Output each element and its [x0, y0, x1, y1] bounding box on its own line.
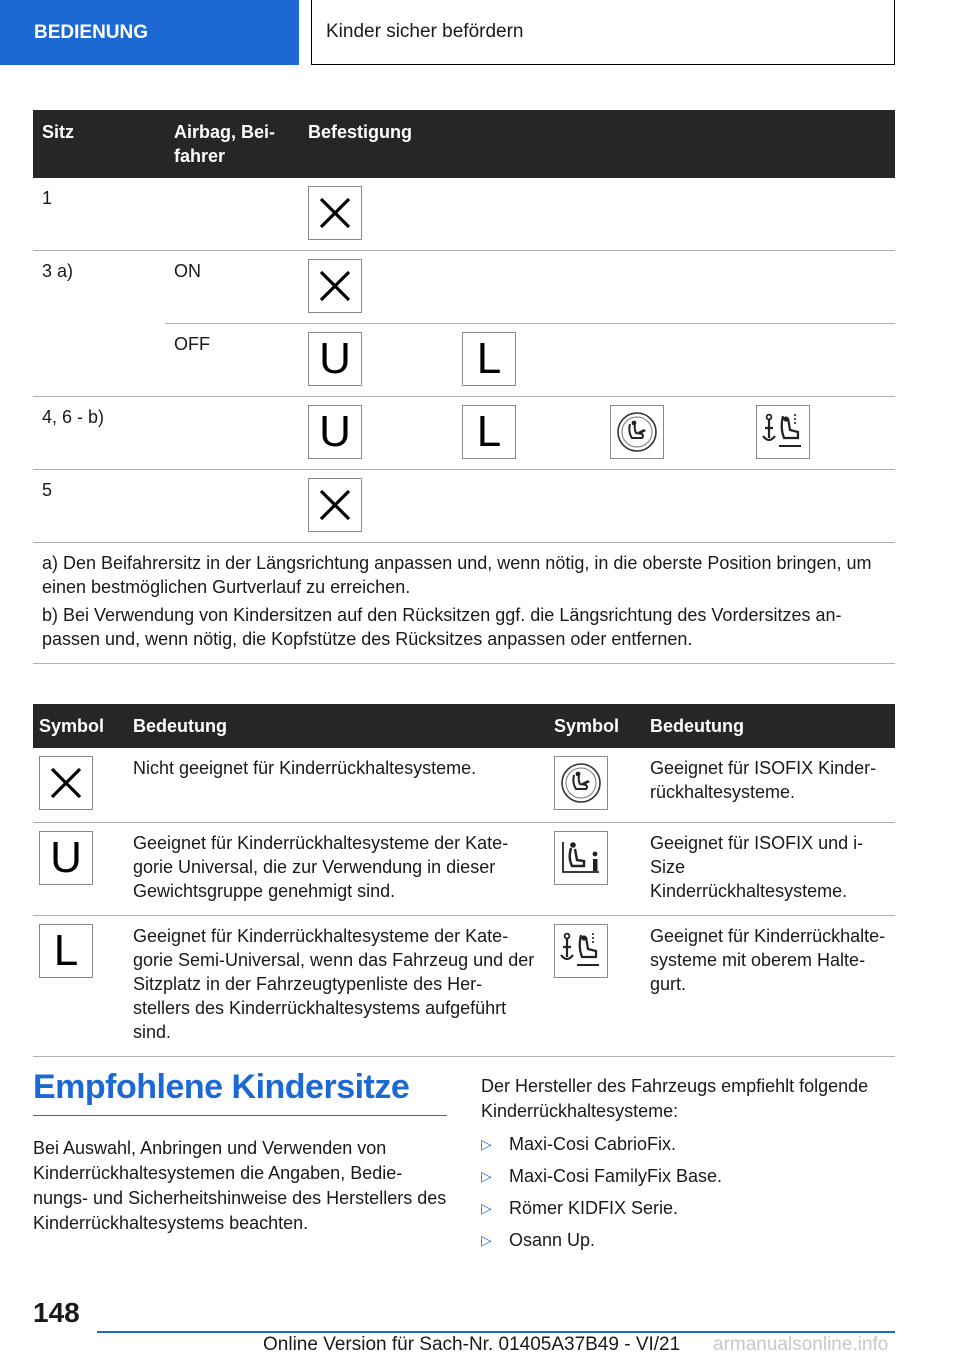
seat-number: 3 a) — [42, 261, 74, 281]
table-row — [33, 178, 895, 251]
symbol-cell — [299, 324, 895, 397]
list-item: ▷ Römer KIDFIX Serie. — [481, 1196, 895, 1221]
seat-number: 4, 6 - b) — [33, 397, 165, 470]
section-label: BEDIENUNG — [34, 21, 149, 43]
seat-number: 5 — [33, 470, 165, 543]
bullet-icon: ▷ — [481, 1200, 492, 1216]
chapter-title-box — [311, 0, 895, 65]
header-meaning: Bedeutung — [124, 704, 548, 748]
universal-u-icon: U — [308, 405, 362, 459]
symbol-legend-table — [33, 704, 895, 1057]
meaning-text: Geeignet für ISOFIX und i-Size Kinderrückhaltesysteme. — [641, 823, 895, 916]
table-row — [33, 916, 895, 1057]
symbol-cell — [299, 470, 895, 543]
bullet-icon: ▷ — [481, 1136, 492, 1152]
online-version: Online Version für Sach-Nr. 01405A37B49 - VI/21 — [263, 1334, 681, 1355]
symbol-cell — [33, 823, 124, 916]
airbag-state — [165, 470, 299, 543]
list-item: ▷ Maxi-Cosi FamilyFix Base. — [481, 1164, 895, 1189]
table-row — [33, 748, 895, 823]
airbag-state: ON — [165, 251, 299, 324]
seat-mounting-table — [33, 110, 895, 664]
header-mounting: Befestigung — [299, 110, 895, 178]
seat-number — [33, 324, 165, 397]
symbol-cell — [33, 748, 124, 823]
recommended-list — [481, 1132, 895, 1253]
recommendation-column — [481, 1074, 895, 1260]
symbol-cell — [548, 916, 641, 1057]
cross-icon — [39, 756, 93, 810]
bullet-icon: ▷ — [481, 1232, 492, 1248]
top-tether-icon — [554, 924, 608, 978]
universal-u-icon: U — [308, 332, 362, 386]
top-tether-icon — [756, 405, 810, 459]
seat-number: 1 — [33, 178, 165, 251]
isofix-icon — [610, 405, 664, 459]
meaning-text: Nicht geeignet für Kinderrückhaltesysteme. — [124, 748, 548, 823]
table-row — [33, 470, 895, 543]
cross-icon — [308, 186, 362, 240]
chapter-title: Kinder sicher befördern — [326, 21, 524, 42]
footnote-b: b) Bei Verwendung von Kindersitzen auf den Rücksitzen ggf. die Längsrichtung des Vordersitzes an-passen und, wenn nötig, die Kopfstütze des Rücksitzes anpassen oder entfernen. — [42, 605, 842, 649]
airbag-state: OFF — [165, 324, 299, 397]
airbag-state — [165, 397, 299, 470]
meaning-text: Geeignet für ISOFIX Kinder-rückhaltesysteme. — [641, 748, 895, 823]
symbol-cell — [33, 916, 124, 1057]
meaning-text: Geeignet für Kinderrückhalte-systeme mit oberem Halte-gurt. — [641, 916, 895, 1057]
meaning-text: Geeignet für Kinderrückhaltesysteme der Kate-gorie Universal, die zur Verwendung in dieser Gewichtsgruppe genehmigt sind. — [124, 823, 548, 916]
footnote-a: a) Den Beifahrersitz in der Längsrichtung anpassen und, wenn nötig, in die oberste Position bringen, um einen bestmöglichen Gurtverlauf zu erreichen. — [42, 553, 872, 597]
header-meaning: Bedeutung — [641, 704, 895, 748]
meaning-text: Geeignet für Kinderrückhaltesysteme der Kate-gorie Semi-Universal, wenn das Fahrzeug und der Sitzplatz in der Fahrzeugtypenliste des Her-stellers des Kinderrückhaltesystems aufgeführt sind. — [124, 916, 548, 1057]
section-intro: Bei Auswahl, Anbringen und Verwenden von Kinderrückhaltesystemen die Angaben, Bedie-nungs- und Sicherheitshinweise des Herstellers des Kinderrückhaltesystems beachten. — [33, 1138, 447, 1233]
cross-icon — [308, 478, 362, 532]
table-row — [33, 397, 895, 470]
universal-u-icon: U — [39, 831, 93, 885]
semi-universal-l-icon: L — [39, 924, 93, 978]
isofix-icon — [554, 756, 608, 810]
bullet-icon: ▷ — [481, 1168, 492, 1184]
footer-divider — [97, 1331, 895, 1333]
table-row — [33, 324, 895, 397]
symbol-cell — [548, 823, 641, 916]
symbol-cell — [548, 748, 641, 823]
table-row — [33, 823, 895, 916]
symbol-cell — [299, 251, 895, 324]
footnotes — [33, 543, 895, 664]
semi-universal-l-icon: L — [462, 332, 516, 386]
list-item: ▷ Maxi-Cosi CabrioFix. — [481, 1132, 895, 1157]
symbol-cell — [299, 397, 895, 470]
semi-universal-l-icon: L — [462, 405, 516, 459]
footnote-row — [33, 543, 895, 664]
table-row — [33, 251, 895, 324]
symbol-cell — [299, 178, 895, 251]
header-symbol: Symbol — [33, 704, 124, 748]
list-item: ▷ Osann Up. — [481, 1228, 895, 1253]
header-symbol: Symbol — [548, 704, 641, 748]
header-airbag: Airbag, Bei- fahrer — [165, 110, 299, 178]
page-number: 148 — [33, 1297, 80, 1328]
cross-icon — [308, 259, 362, 313]
header-seat: Sitz — [33, 110, 165, 178]
section-tab — [0, 0, 299, 65]
manufacturer-text: Der Hersteller des Fahrzeugs empfiehlt folgende Kinderrückhaltesysteme: — [481, 1076, 869, 1121]
section-heading: Empfohlene Kindersitze — [33, 1068, 447, 1116]
airbag-state — [165, 178, 299, 251]
watermark: armanualsonline.info — [713, 1334, 889, 1355]
i-size-icon — [554, 831, 608, 885]
